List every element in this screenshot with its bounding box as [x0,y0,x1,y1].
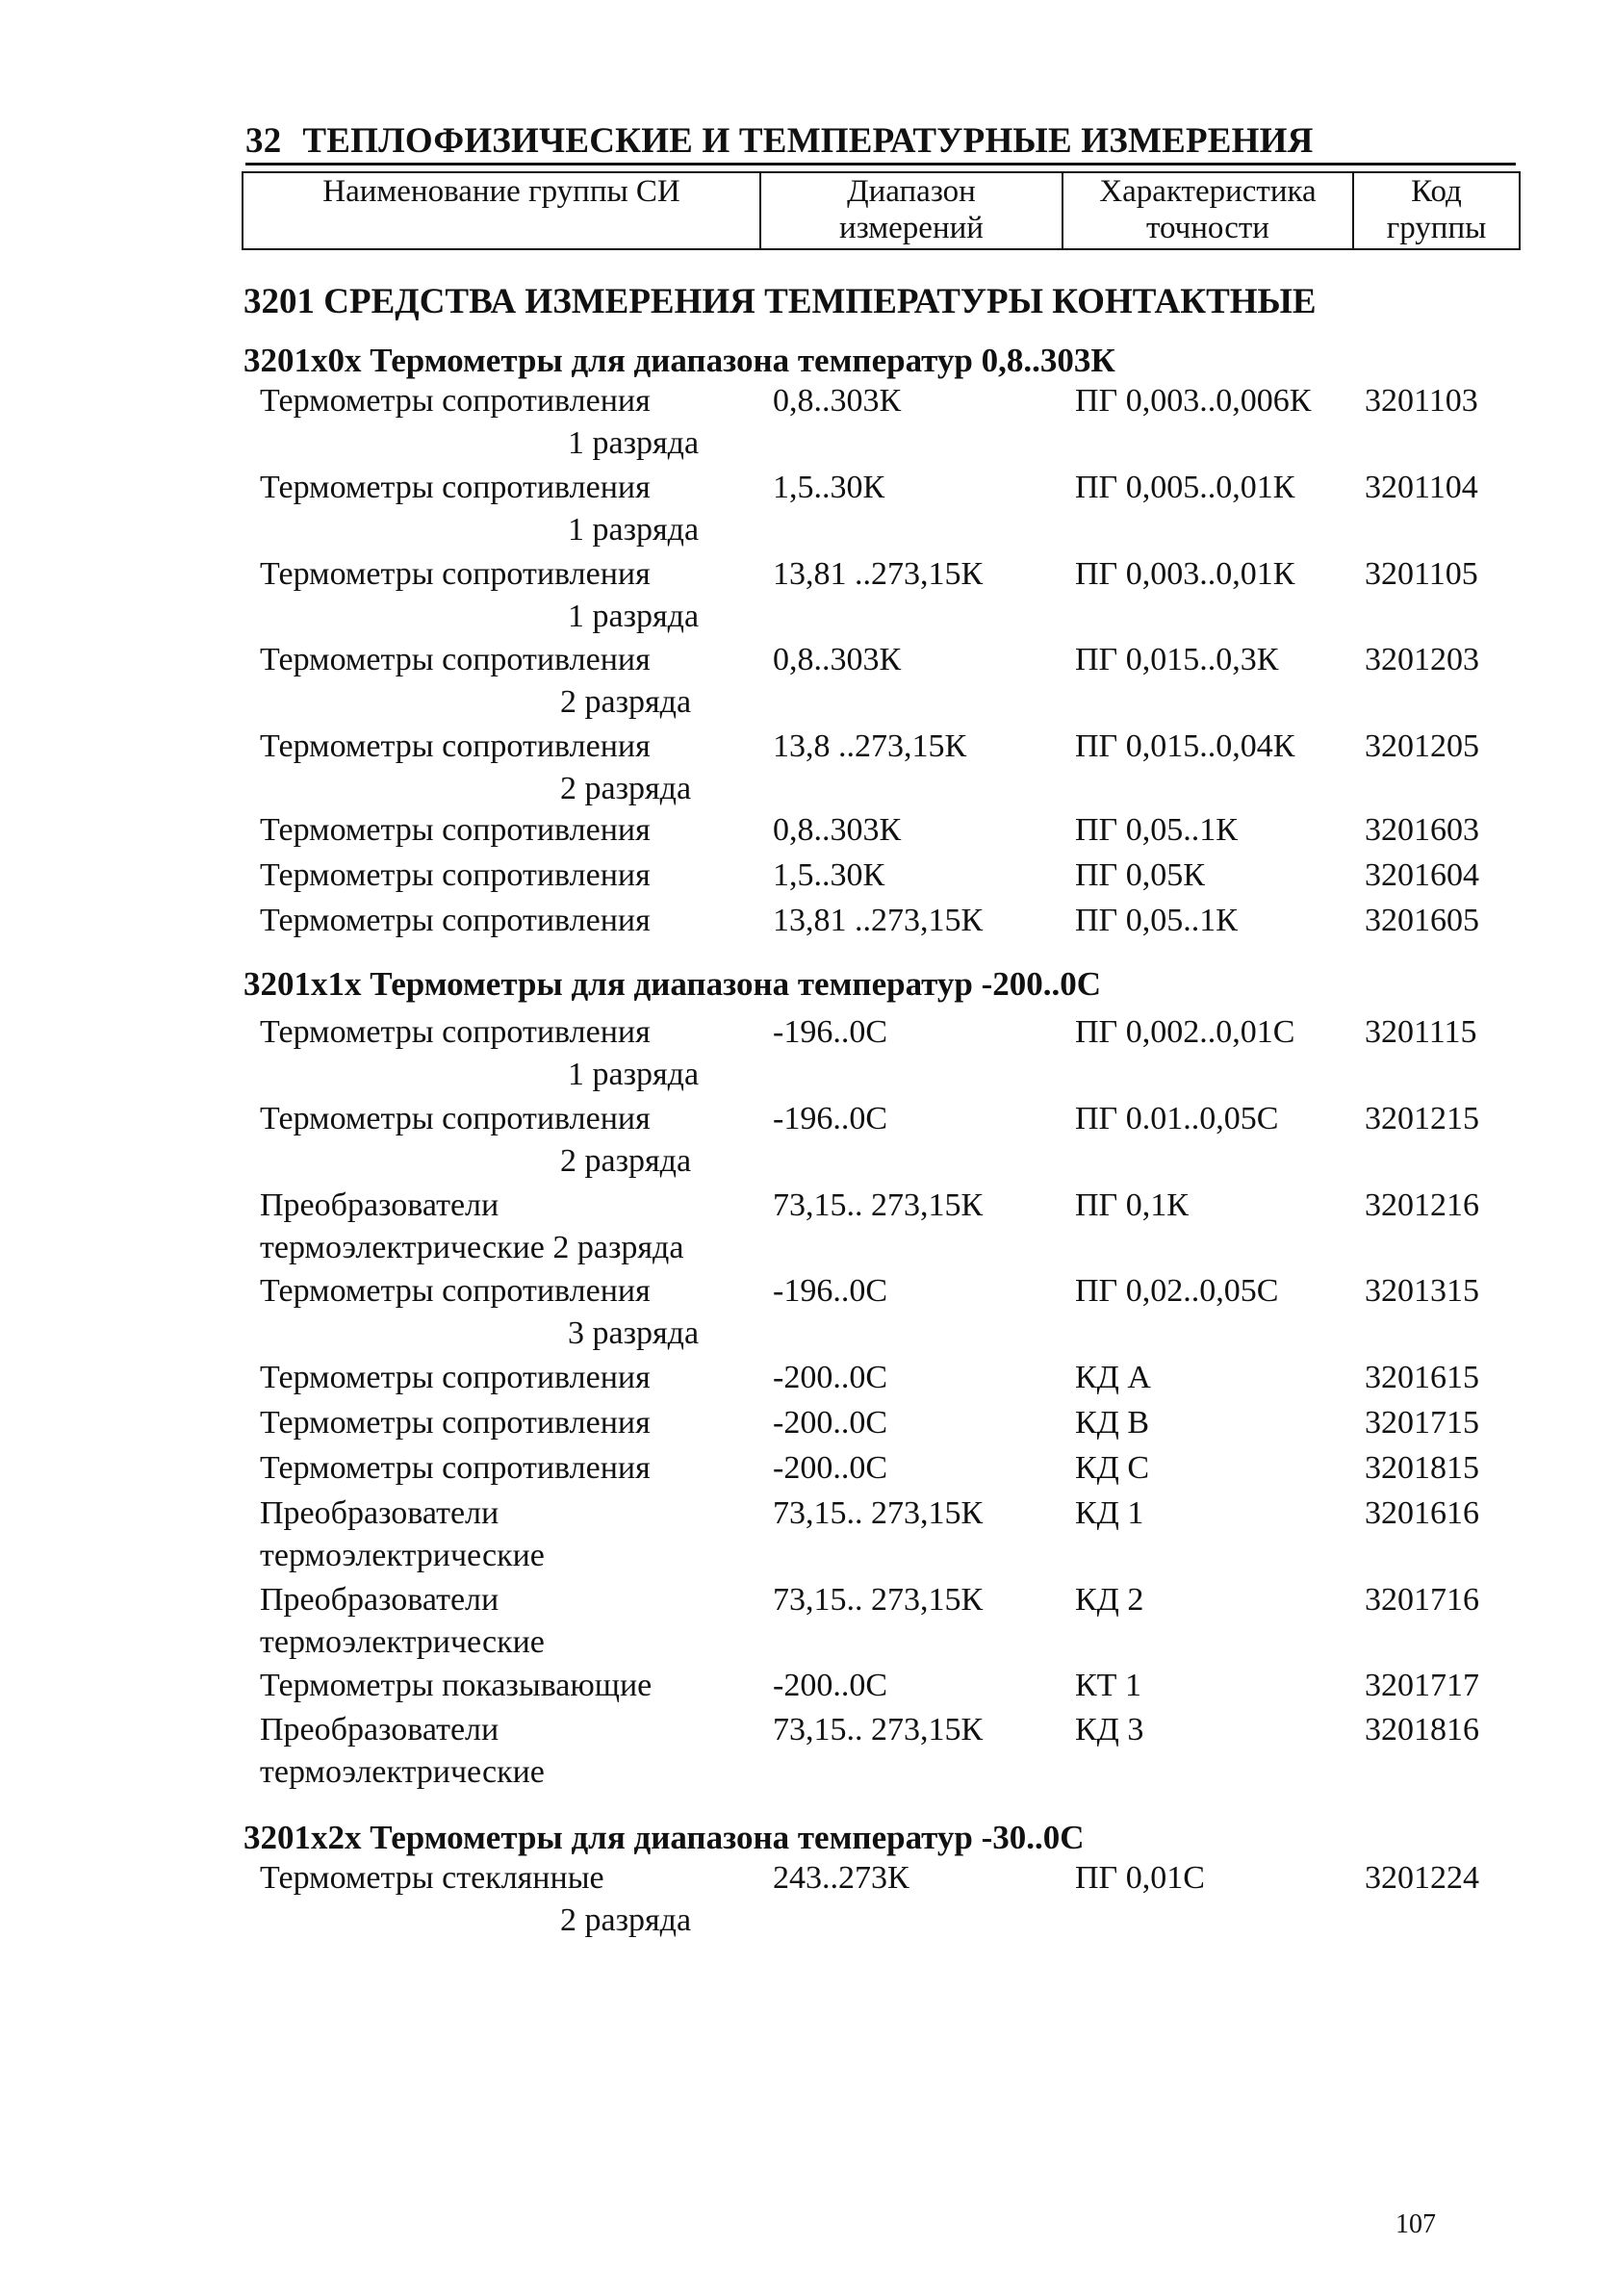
accuracy-characteristic: ПГ 0,1К [1075,1187,1189,1223]
group-name: Термометры сопротивления [260,1014,651,1050]
measurement-range: -196..0С [773,1014,887,1050]
group-name: Термометры сопротивления [260,383,651,419]
group-name-continuation: термоэлектрические 2 разряда [260,1230,684,1265]
group-name-continuation: 2 разряда [560,1143,692,1179]
group-code: 3201716 [1365,1582,1479,1618]
group-name: Термометры сопротивления [260,470,651,505]
group-name: Преобразователи [260,1582,499,1618]
group-code: 3201604 [1365,857,1479,893]
measurement-range: 73,15.. 273,15К [773,1712,984,1748]
group-name: Преобразователи [260,1712,499,1748]
group-name: Термометры сопротивления [260,1450,651,1486]
accuracy-characteristic: ПГ 0,003..0,006К [1075,383,1312,419]
group-name: Термометры показывающие [260,1668,653,1703]
accuracy-characteristic: ПГ 0,05..1К [1075,812,1238,848]
group-code: 3201715 [1365,1405,1479,1441]
measurement-range: -200..0С [773,1450,887,1486]
group-name-continuation: 2 разряда [560,1902,692,1938]
page-number: 107 [1395,2209,1436,2239]
group-name: Термометры сопротивления [260,812,651,848]
accuracy-characteristic: ПГ 0,003..0,01К [1075,556,1295,592]
group-name: Термометры сопротивления [260,1405,651,1441]
measurement-range: 13,8 ..273,15К [773,728,967,764]
accuracy-characteristic: КД В [1075,1405,1150,1441]
group-name-continuation: 2 разряда [560,771,692,806]
group-name-continuation: 1 разряда [568,425,700,461]
measurement-range: 73,15.. 273,15К [773,1495,984,1531]
group-name: Термометры сопротивления [260,556,651,592]
group-name: Термометры сопротивления [260,903,651,938]
accuracy-characteristic: ПГ 0,015..0,04К [1075,728,1295,764]
accuracy-characteristic: ПГ 0,005..0,01К [1075,470,1295,505]
group-name: Термометры сопротивления [260,1360,651,1395]
measurement-range: 1,5..30К [773,857,885,893]
measurement-range: -196..0С [773,1273,887,1309]
group-code: 3201605 [1365,903,1479,938]
accuracy-characteristic: ПГ 0,05К [1075,857,1205,893]
accuracy-characteristic: КД С [1075,1450,1150,1486]
section-title: 3201 СРЕДСТВА ИЗМЕРЕНИЯ ТЕМПЕРАТУРЫ КОНТАКТНЫЕ [243,282,1317,321]
accuracy-characteristic: КД А [1075,1360,1151,1395]
accuracy-characteristic: ПГ 0,01С [1075,1860,1205,1896]
group-name-continuation: 2 разряда [560,684,692,720]
column-header-table [242,171,1521,250]
group-name: Преобразователи [260,1187,499,1223]
subsection-title: 3201х0х Термометры для диапазона температур 0,8..303К [243,342,1115,379]
measurement-range: -196..0С [773,1101,887,1136]
group-code: 3201203 [1365,642,1479,677]
subsection-title: 3201х2х Термометры для диапазона температур -30..0С [243,1819,1085,1856]
group-name: Термометры сопротивления [260,728,651,764]
group-code: 3201717 [1365,1668,1479,1703]
running-head-title: ТЕПЛОФИЗИЧЕСКИЕ И ТЕМПЕРАТУРНЫЕ ИЗМЕРЕНИЯ [302,121,1314,161]
measurement-range: -200..0С [773,1405,887,1441]
measurement-range: -200..0С [773,1360,887,1395]
running-head [245,123,1516,166]
group-code: 3201215 [1365,1101,1479,1136]
accuracy-characteristic: КД 2 [1075,1582,1144,1618]
group-code: 3201103 [1365,383,1478,419]
header-cell-accuracy: Характеристика точности [1063,172,1353,249]
accuracy-characteristic: ПГ 0,02..0,05С [1075,1273,1279,1309]
accuracy-characteristic: КД 1 [1075,1495,1144,1531]
group-name-continuation: 1 разряда [568,512,700,548]
group-code: 3201104 [1365,470,1478,505]
group-code: 3201105 [1365,556,1478,592]
group-name: Термометры стеклянные [260,1860,604,1896]
group-code: 3201216 [1365,1187,1479,1223]
header-cell-range: Диапазон измерений [760,172,1063,249]
group-name: Термометры сопротивления [260,857,651,893]
measurement-range: 0,8..303К [773,383,902,419]
group-name: Термометры сопротивления [260,1273,651,1309]
measurement-range: 0,8..303К [773,642,902,677]
group-name: Термометры сопротивления [260,1101,651,1136]
group-code: 3201615 [1365,1360,1479,1395]
measurement-range: 13,81 ..273,15К [773,556,984,592]
group-code: 3201616 [1365,1495,1479,1531]
group-code: 3201205 [1365,728,1479,764]
measurement-range: -200..0С [773,1668,887,1703]
subsection-title: 3201х1х Термометры для диапазона температур -200..0С [243,965,1102,1003]
group-code: 3201115 [1365,1014,1477,1050]
group-name: Преобразователи [260,1495,499,1531]
group-name: Термометры сопротивления [260,642,651,677]
group-name-continuation: термоэлектрические [260,1754,545,1790]
running-head-page-label: 32 [245,121,282,161]
group-name-continuation: 1 разряда [568,1057,700,1092]
group-code: 3201315 [1365,1273,1479,1309]
accuracy-characteristic: ПГ 0.01..0,05С [1075,1101,1279,1136]
accuracy-characteristic: ПГ 0,002..0,01С [1075,1014,1295,1050]
group-name-continuation: термоэлектрические [260,1624,545,1660]
measurement-range: 73,15.. 273,15К [773,1582,984,1618]
header-cell-code: Код группы [1353,172,1520,249]
header-cell-name: Наименование группы СИ [243,172,760,249]
group-name-continuation: 1 разряда [568,599,700,634]
group-name-continuation: 3 разряда [568,1315,700,1351]
accuracy-characteristic: КД 3 [1075,1712,1144,1748]
measurement-range: 73,15.. 273,15К [773,1187,984,1223]
group-code: 3201816 [1365,1712,1479,1748]
accuracy-characteristic: КТ 1 [1075,1668,1141,1703]
measurement-range: 243..273К [773,1860,909,1896]
measurement-range: 0,8..303К [773,812,902,848]
accuracy-characteristic: ПГ 0,015..0,3К [1075,642,1279,677]
group-code: 3201603 [1365,812,1479,848]
measurement-range: 13,81 ..273,15К [773,903,984,938]
group-name-continuation: термоэлектрические [260,1538,545,1573]
group-code: 3201815 [1365,1450,1479,1486]
measurement-range: 1,5..30К [773,470,885,505]
accuracy-characteristic: ПГ 0,05..1К [1075,903,1238,938]
group-code: 3201224 [1365,1860,1479,1896]
